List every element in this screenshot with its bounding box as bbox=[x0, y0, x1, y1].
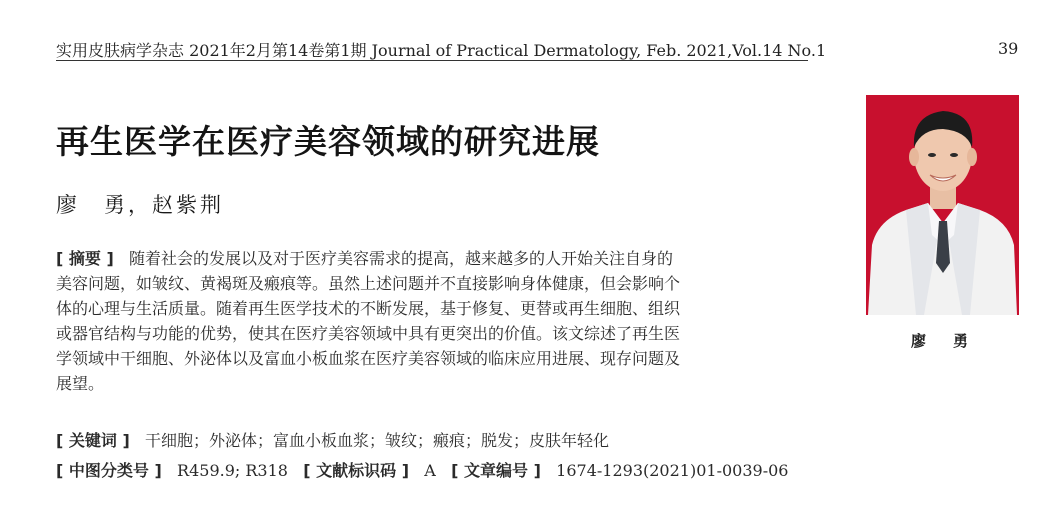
abstract-line-3: 体的心理与生活质量。随着再生医学技术的不断发展，基于修复、更替或再生细胞、组织 bbox=[56, 299, 681, 318]
article-authors: 廖 勇，赵紫荆 bbox=[56, 193, 224, 217]
clc-label: [ 中图分类号 ] bbox=[56, 461, 162, 480]
abstract-line-1 bbox=[56, 246, 764, 271]
abstract-label: [ 摘要 ] bbox=[56, 249, 114, 268]
classification-row bbox=[56, 458, 788, 481]
keywords-row bbox=[56, 428, 609, 451]
abstract-line-6: 展望。 bbox=[56, 374, 105, 393]
author-photo-caption: 廖 勇 bbox=[910, 332, 974, 350]
abstract-text: 随着社会的发展以及对于医疗美容需求的提高，越来越多的人开始关注自身的 bbox=[129, 249, 674, 268]
doc-code-label: [ 文献标识码 ] bbox=[303, 461, 410, 480]
doc-code-value: A bbox=[424, 461, 436, 480]
page-number: 39 bbox=[998, 39, 1019, 58]
author-photo bbox=[866, 95, 1019, 315]
keywords-text: 干细胞；外泌体；富血小板血浆；皱纹；瘢痕；脱发；皮肤年轻化 bbox=[145, 431, 610, 450]
article-title: 再生医学在医疗美容领域的研究进展 bbox=[56, 122, 600, 161]
abstract-line-2: 美容问题，如皱纹、黄褐斑及瘢痕等。虽然上述问题并不直接影响身体健康，但会影响个 bbox=[56, 274, 681, 293]
header-rule bbox=[56, 60, 808, 61]
abstract-line-4: 或器官结构与功能的优势，使其在医疗美容领域中具有更突出的价值。该文综述了再生医 bbox=[56, 324, 681, 343]
keywords-label: [ 关键词 ] bbox=[56, 431, 130, 450]
article-number-label: [ 文章编号 ] bbox=[451, 461, 541, 480]
abstract-line-5: 学领域中干细胞、外泌体以及富血小板血浆在医疗美容领域的临床应用进展、现存问题及 bbox=[56, 349, 681, 368]
running-header: 实用皮肤病学杂志 2021年2月第14卷第1期 Journal of Practical Dermatology, Feb. 2021,Vol.14 No.1 bbox=[56, 41, 827, 60]
abstract bbox=[56, 246, 764, 396]
article-number-value: 1674-1293(2021)01-0039-06 bbox=[556, 461, 789, 480]
clc-value: R459.9; R318 bbox=[177, 461, 288, 480]
